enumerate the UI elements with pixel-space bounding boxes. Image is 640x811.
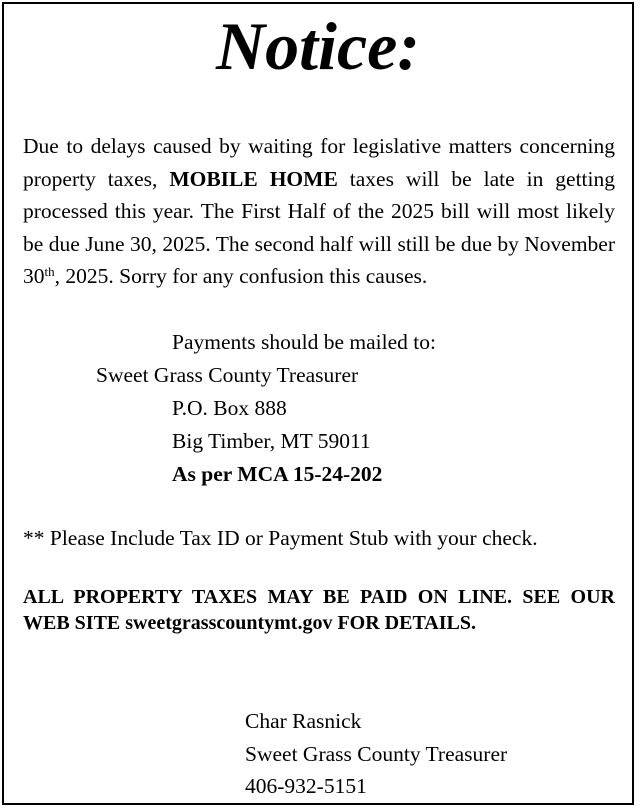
statute-reference: As per MCA 15-24-202 <box>172 462 383 486</box>
paragraph-part-2: taxes will be late in getting processed this year. The First Half of the 2025 bill will most likely be due June 30, 2025. The second half will still be due by November 30 <box>23 166 616 288</box>
paragraph-part-1: Due to delays caused by waiting for legislative matters concerning property taxes, <box>23 134 615 191</box>
mailing-recipient: Sweet Grass County Treasurer <box>96 363 359 387</box>
delay-paragraph <box>23 130 615 293</box>
signature-phone: 406-932-5151 <box>245 774 367 798</box>
mailing-city: Big Timber, MT 59011 <box>172 429 371 453</box>
notice-title: Notice: <box>216 8 420 84</box>
mailing-intro: Payments should be mailed to: <box>172 330 436 354</box>
mailing-po-box: P.O. Box 888 <box>172 396 287 420</box>
notice-border <box>2 2 634 805</box>
payment-reminder: ** Please Include Tax ID or Payment Stub with your check. <box>23 526 538 550</box>
online-payment-notice: ALL PROPERTY TAXES MAY BE PAID ON LINE. SEE OUR WEB SITE sweetgrasscountymt.gov FOR DETAILS. <box>23 586 615 634</box>
paragraph-part-3: , 2025. Sorry for any confusion this causes. <box>54 264 428 288</box>
ordinal-suffix: th <box>44 264 55 279</box>
signature-title: Sweet Grass County Treasurer <box>245 742 508 766</box>
mobile-home-emphasis: MOBILE HOME <box>169 166 338 191</box>
signature-name: Char Rasnick <box>245 709 362 733</box>
